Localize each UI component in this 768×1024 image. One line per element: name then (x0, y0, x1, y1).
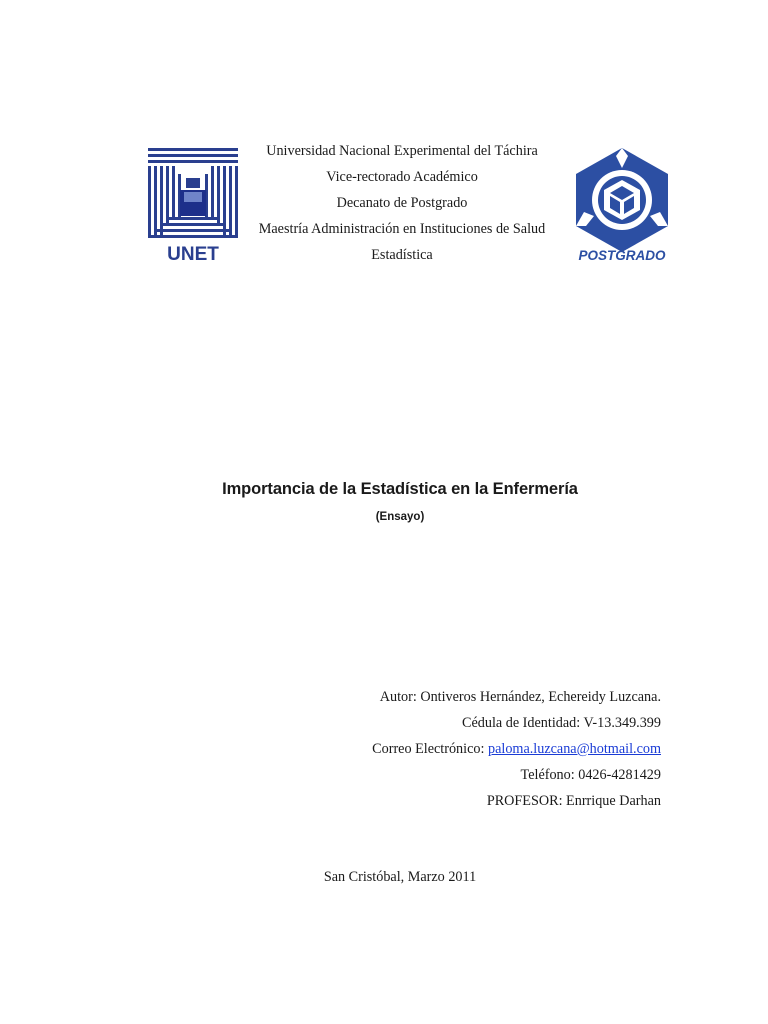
header-course: Estadística (371, 247, 433, 263)
header-vicerectorate: Vice-rectorado Académico (326, 169, 478, 185)
header-university: Universidad Nacional Experimental del Táchira (266, 143, 538, 159)
email-label: Correo Electrónico: (372, 741, 488, 757)
author-phone: Teléfono: 0426-4281429 (520, 767, 661, 783)
postgrado-logo-text: POSTGRADO (578, 248, 666, 263)
unet-logo-text: UNET (167, 244, 219, 265)
header-masters-program: Maestría Administración en Instituciones de Salud (258, 221, 546, 237)
professor-name: PROFESOR: Enrrique Darhan (486, 793, 661, 809)
author-name: Autor: Ontiveros Hernández, Echereidy Luzcana. (379, 689, 661, 705)
institution-header (244, 140, 560, 270)
place-date: San Cristóbal, Marzo 2011 (323, 869, 477, 885)
header-deanery: Decanato de Postgrado (336, 195, 468, 211)
author-id: Cédula de Identidad: V-13.349.399 (462, 715, 661, 731)
postgrado-logo (568, 146, 676, 264)
email-link[interactable]: paloma.luzcana@hotmail.com (487, 741, 661, 757)
unet-logo (146, 146, 240, 266)
document-subtitle: (Ensayo) (375, 511, 425, 523)
author-email-line (372, 738, 661, 764)
author-info (372, 686, 661, 816)
document-title: Importancia de la Estadística en la Enfermería (222, 480, 578, 498)
